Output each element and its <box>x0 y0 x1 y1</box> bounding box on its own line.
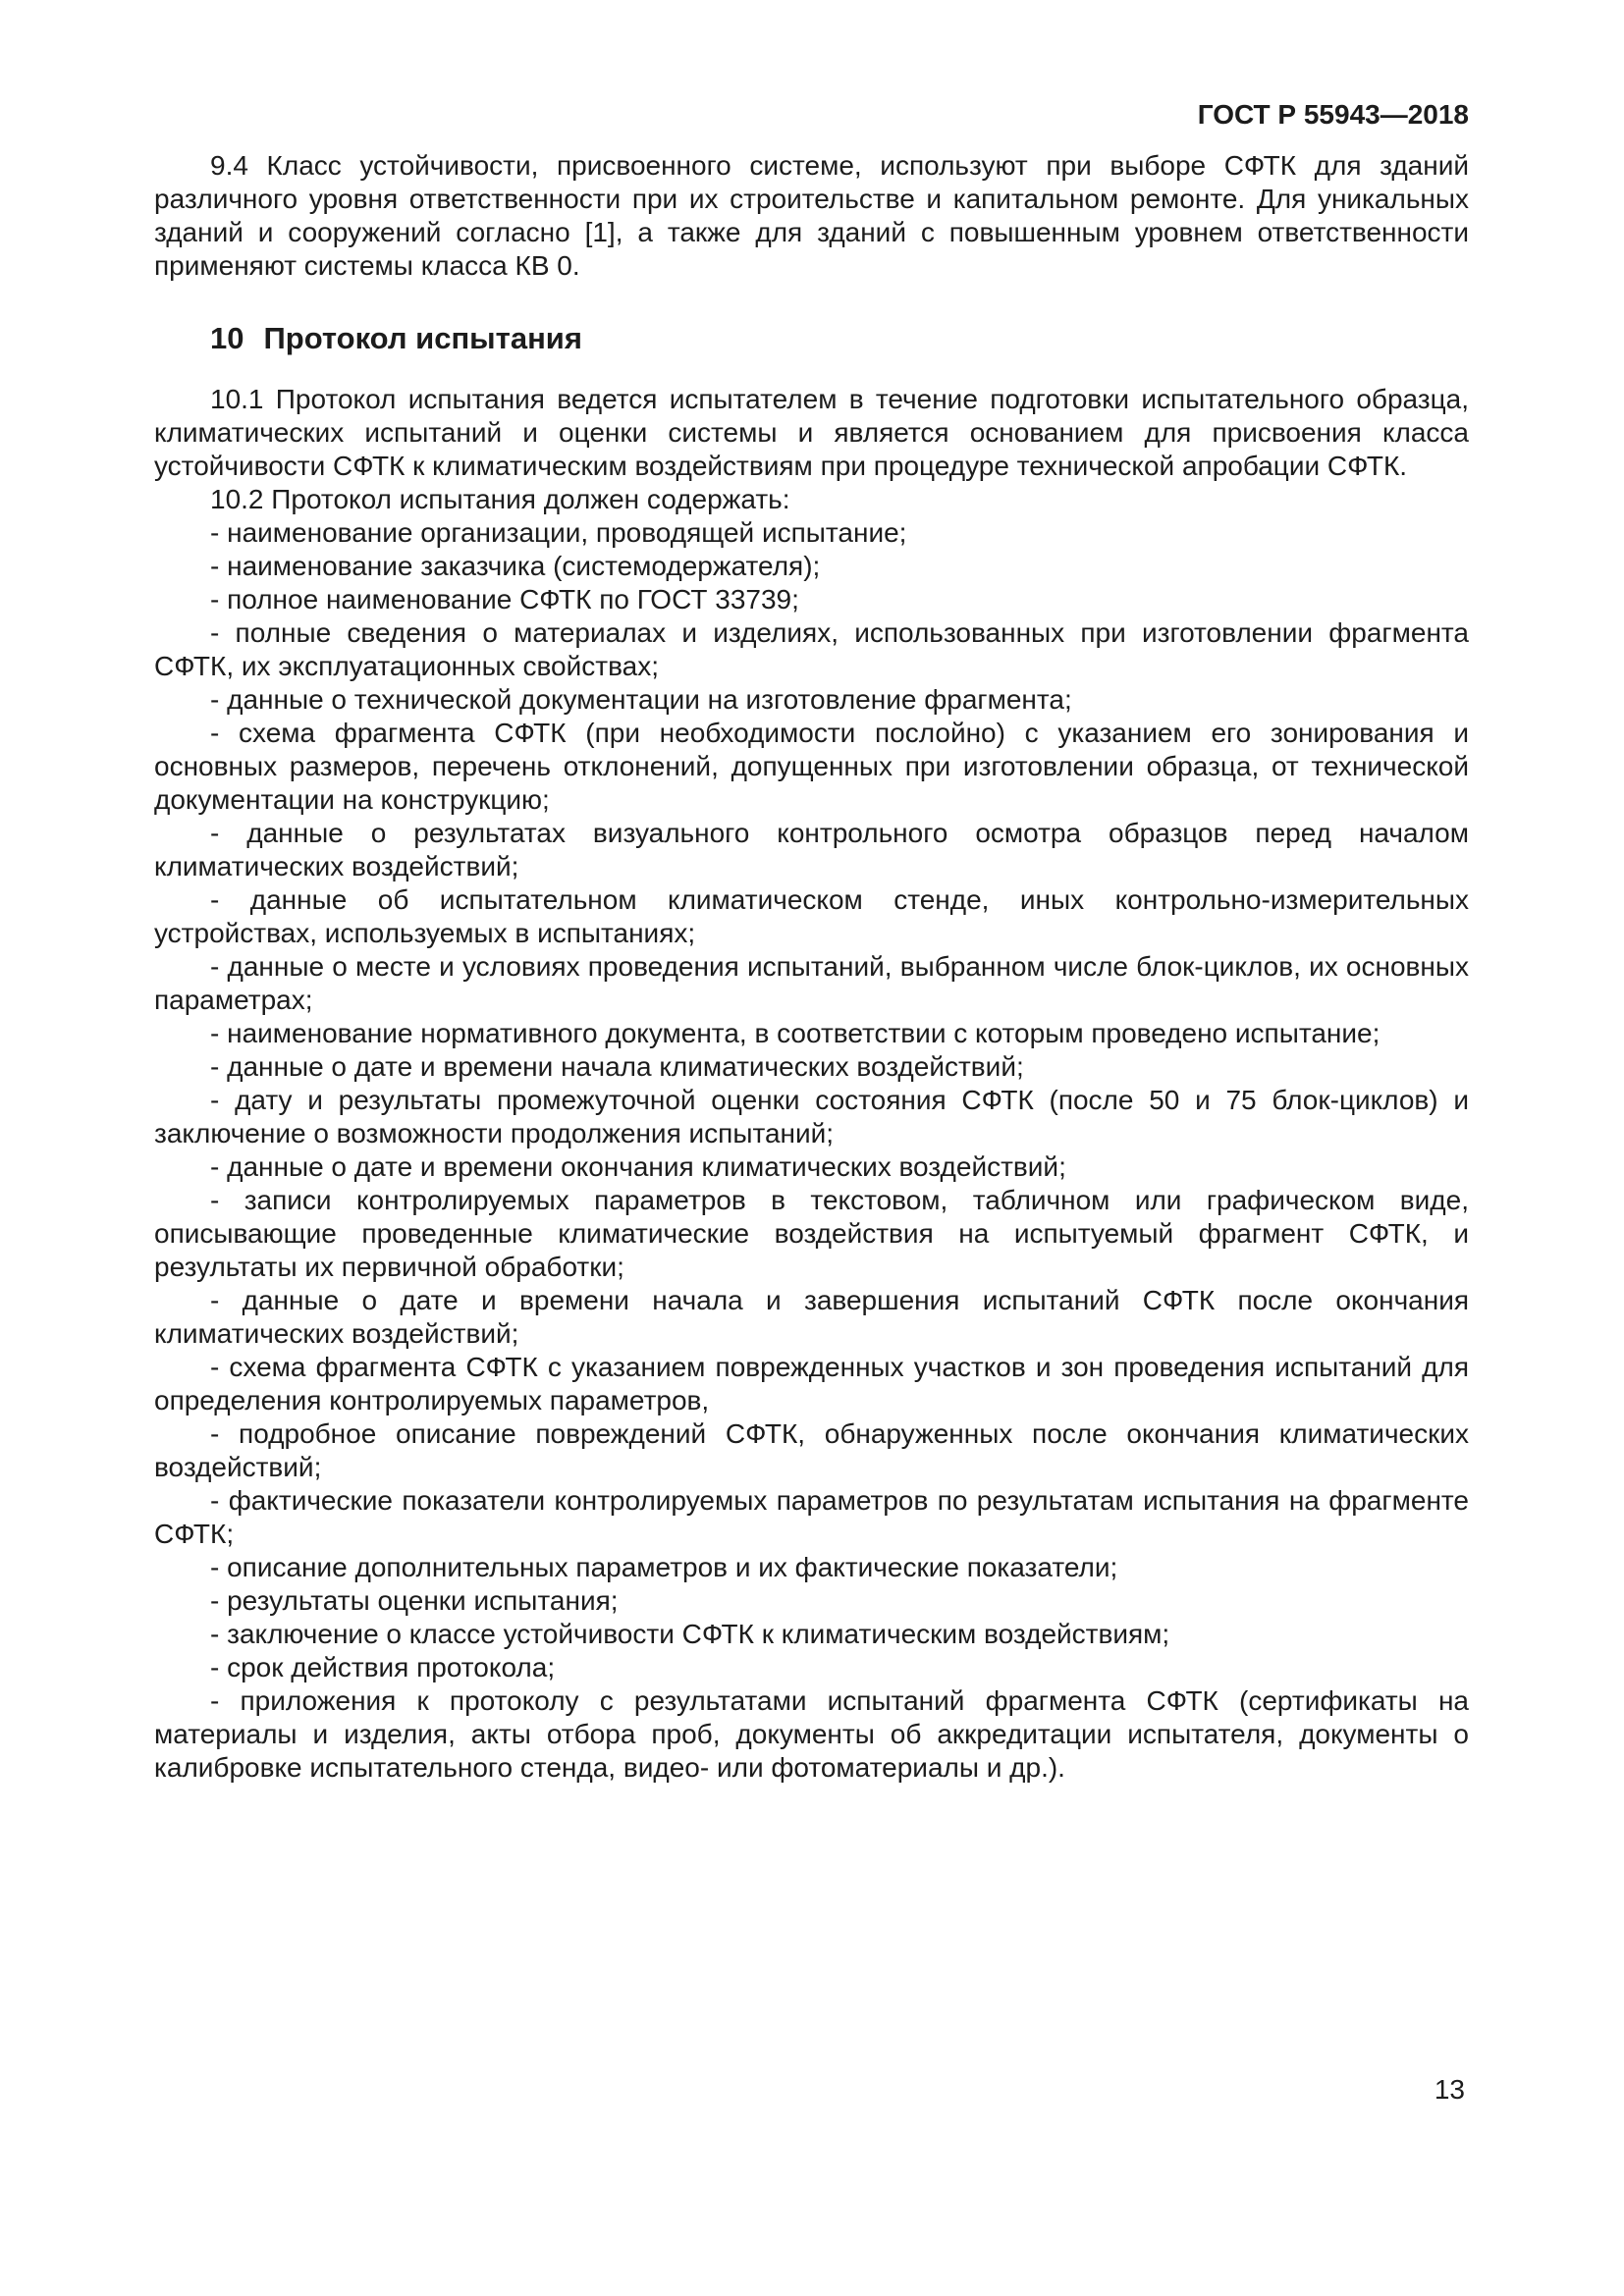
section-number: 10 <box>210 321 244 355</box>
list-item: - результаты оценки испытания; <box>210 1585 619 1616</box>
list-item: - наименование организации, проводящей испытание; <box>210 517 907 548</box>
list-item: - заключение о классе устойчивости СФТК к климатическим воздействиям; <box>210 1619 1170 1649</box>
paragraph-10-2: 10.2 Протокол испытания должен содержать: <box>210 484 790 514</box>
list-item: - наименование заказчика (системодержателя); <box>210 551 821 581</box>
list-item: - описание дополнительных параметров и их фактические показатели; <box>210 1552 1118 1582</box>
list-item: - данные о дате и времени окончания климатических воздействий; <box>210 1151 1066 1182</box>
paragraph-9-4: 9.4 Класс устойчивости, присвоенного системе, используют при выборе СФТК для зданий различного уровня ответственности при их строительстве и капитальном ремонте. Для уникальных зданий и сооружений согласно [1], а также для зданий с повышенным уровнем ответственности применяют системы класса КВ 0. <box>154 150 1469 281</box>
list-item: - записи контролируемых параметров в текстовом, табличном или графическом виде, описывающие проведенные климатические воздействия на испытуемый фрагмент СФТК, и результаты их первичной обработки; <box>154 1185 1469 1282</box>
list-item: - данные о дате и времени начала и завершения испытаний СФТК после окончания климатических воздействий; <box>154 1285 1469 1349</box>
list-item: - данные о месте и условиях проведения испытаний, выбранном числе блок-циклов, их основных параметрах; <box>154 951 1469 1015</box>
list-item: - полные сведения о материалах и изделиях, использованных при изготовлении фрагмента СФТК, их эксплуатационных свойствах; <box>154 617 1469 681</box>
page-number: 13 <box>1434 2074 1465 2105</box>
list-item: - полное наименование СФТК по ГОСТ 33739; <box>210 584 799 614</box>
section-title: Протокол испытания <box>263 321 582 355</box>
list-item: - дату и результаты промежуточной оценки состояния СФТК (после 50 и 75 блок-циклов) и заключение о возможности продолжения испытаний; <box>154 1085 1469 1148</box>
list-item: - схема фрагмента СФТК с указанием поврежденных участков и зон проведения испытаний для определения контролируемых параметров, <box>154 1352 1469 1415</box>
paragraph-10-1: 10.1 Протокол испытания ведется испытателем в течение подготовки испытательного образца, климатических испытаний и оценки системы и является основанием для присвоения класса устойчивости СФТК к климатическим воздействиям при процедуре технической апробации СФТК. <box>154 384 1469 481</box>
list-item: - данные о результатах визуального контрольного осмотра образцов перед началом климатических воздействий; <box>154 818 1469 881</box>
list-item: - данные об испытательном климатическом стенде, иных контрольно-измерительных устройствах, используемых в испытаниях; <box>154 884 1469 948</box>
list-item: - схема фрагмента СФТК (при необходимости послойно) с указанием его зонирования и основных размеров, перечень отклонений, допущенных при изготовлении образца, от технической документации на конструкцию; <box>154 718 1469 815</box>
list-item: - данные о дате и времени начала климатических воздействий; <box>210 1051 1024 1082</box>
list-item: - наименование нормативного документа, в соответствии с которым проведено испытание; <box>210 1018 1380 1048</box>
list-item: - приложения к протоколу с результатами испытаний фрагмента СФТК (сертификаты на материалы и изделия, акты отбора проб, документы об аккредитации испытателя, документы о калибровке испытательного стенда, видео- или фотоматериалы и др.). <box>154 1685 1469 1783</box>
list-item: - срок действия протокола; <box>210 1652 556 1682</box>
protocol-contents-list <box>154 516 1469 1785</box>
list-item: - фактические показатели контролируемых параметров по результатам испытания на фрагменте СФТК; <box>154 1485 1469 1549</box>
document-code-header: ГОСТ Р 55943—2018 <box>1197 99 1469 130</box>
section-10-heading <box>154 320 1469 357</box>
list-item: - данные о технической документации на изготовление фрагмента; <box>210 684 1072 715</box>
list-item: - подробное описание повреждений СФТК, обнаруженных после окончания климатических воздействий; <box>154 1418 1469 1482</box>
